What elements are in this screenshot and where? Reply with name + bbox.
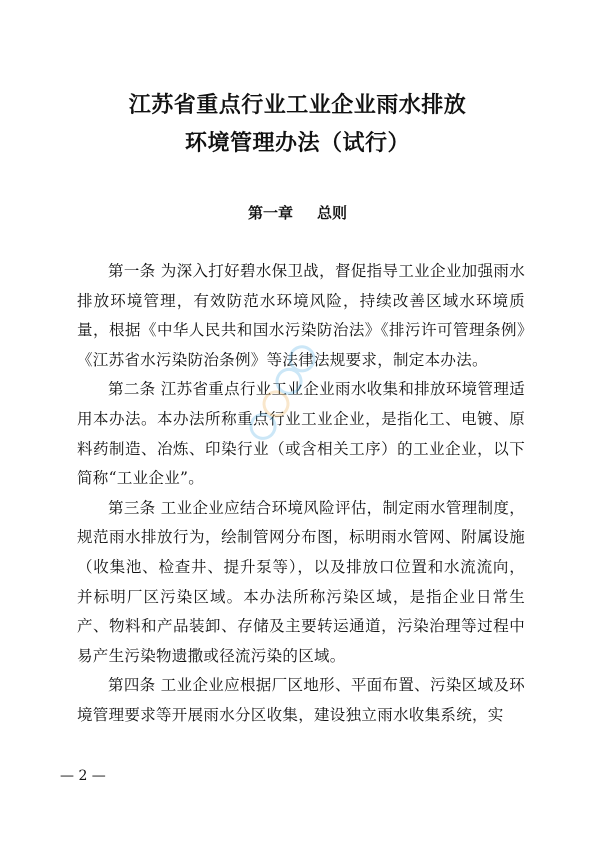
article-3: 第三条 工业企业应结合环境风险评估，制定雨水管理制度，规范雨水排放行为，绘制管网分布图，标明雨水管网、附属设施（收集池、检查井、提升泵等），以及排放口位置和水流流向，并标明厂区污染区域。本办法所称污染区域，是指企业日常生产、物料和产品装卸、存储及主要转运通道，污染治理等过程中易产生污染物遗撒或径流污染的区域。 <box>77 498 525 665</box>
document-title-line-2: 环境管理办法（试行） <box>184 130 410 156</box>
page-number: — 2 — <box>60 768 106 784</box>
chapter-heading <box>0 203 595 223</box>
chapter-name: 总则 <box>317 204 348 222</box>
chapter-label: 第一章 <box>247 204 293 222</box>
article-4: 第四条 工业企业应根据厂区地形、平面布置、污染区域及环境管理要求等开展雨水分区收集，建设独立雨水收集系统，实 <box>77 676 525 724</box>
document-title-line-1: 江苏省重点行业工业企业雨水排放 <box>128 92 467 118</box>
article-2: 第二条 江苏省重点行业工业企业雨水收集和排放环境管理适用本办法。本办法所称重点行业工业企业，是指化工、电镀、原料药制造、冶炼、印染行业（或含相关工序）的工业企业，以下简称“工业企业”。 <box>77 380 525 488</box>
document-body <box>77 257 525 731</box>
article-1: 第一条 为深入打好碧水保卫战，督促指导工业企业加强雨水排放环境管理，有效防范水环境风险，持续改善区域水环境质量，根据《中华人民共和国水污染防治法》《排污许可管理条例》《江苏省水污染防治条例》等法律法规要求，制定本办法。 <box>77 262 525 369</box>
